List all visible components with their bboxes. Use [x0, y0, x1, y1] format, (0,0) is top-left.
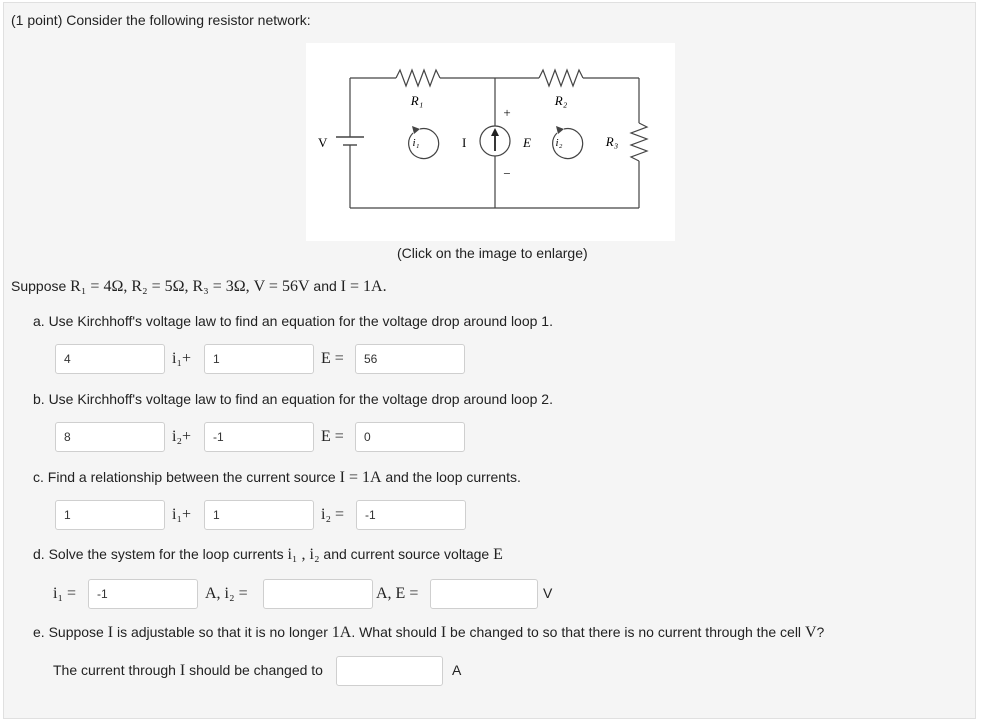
part-e-m4: V — [804, 624, 817, 641]
part-a-rhs-input[interactable]: 56 — [355, 344, 465, 374]
part-c-coef2-input[interactable]: 1 — [204, 500, 314, 530]
part-b-question: b. Use Kirchhoff's voltage law to find an equation for the voltage drop around loop 2. — [33, 391, 553, 407]
loop-1-arrowhead — [412, 126, 420, 134]
part-e-answer-pre: The current through — [53, 662, 176, 678]
part-e-q4: be changed to so that there is no current through the cell — [450, 624, 802, 640]
part-e-m3: I — [440, 624, 447, 641]
part-c-question-pre: c. Find a relationship between the current source — [33, 469, 336, 485]
part-a-coef2-input[interactable]: 1 — [204, 344, 314, 374]
part-b-var1: i₂+ — [172, 428, 192, 445]
part-c-coef1-input[interactable]: 1 — [55, 500, 165, 530]
part-b-rhs-input[interactable]: 0 — [355, 422, 465, 452]
label-v: V — [318, 135, 328, 150]
resistor-r2 — [539, 70, 583, 86]
part-c-rhs-input[interactable]: -1 — [356, 500, 466, 530]
part-c-question-post: and the loop currents. — [385, 469, 521, 485]
part-c-question — [33, 469, 521, 487]
part-e-answer-input[interactable] — [336, 656, 443, 686]
part-d-question — [33, 546, 503, 564]
label-minus: − — [503, 166, 511, 181]
part-d-e-input[interactable] — [430, 579, 538, 609]
enlarge-caption[interactable]: (Click on the image to enlarge) — [397, 245, 588, 261]
part-e-question — [33, 624, 824, 642]
problem-header: (1 point) Consider the following resistor network: — [11, 12, 311, 28]
part-d-question-mid: and current source voltage — [323, 546, 490, 562]
part-b-coef2-input[interactable]: -1 — [204, 422, 314, 452]
part-d-e-label — [376, 585, 418, 603]
part-a-coef1-input[interactable]: 4 — [55, 344, 165, 374]
part-d-question-math: i₁ , i₂ — [287, 546, 320, 563]
part-a-var1: i₁+ — [172, 350, 192, 367]
part-e-answer-post: should be changed to — [189, 662, 323, 678]
part-d-question-pre: d. Solve the system for the loop currents — [33, 546, 284, 562]
label-r2: R₂ — [554, 93, 568, 108]
label-i: I — [462, 135, 467, 150]
given-and: and — [313, 278, 337, 294]
part-d-i2-label — [205, 585, 248, 603]
given-math: R₁ = 4Ω, R₂ = 5Ω, R₃ = 3Ω, V = 56V — [70, 278, 310, 295]
circuit-svg — [306, 43, 675, 241]
part-e-unit-a: A — [452, 662, 462, 678]
label-plus: + — [503, 105, 511, 120]
part-c-var1: i₁+ — [172, 506, 192, 523]
label-e: E — [523, 135, 531, 150]
part-e-q1: e. Suppose — [33, 624, 104, 640]
part-d-e-label-text: A, E = — [376, 585, 419, 602]
part-d-i2-label-text: A, i₂ = — [205, 585, 248, 602]
circuit-diagram[interactable] — [306, 43, 675, 241]
part-c-question-math: I = 1A — [339, 469, 382, 486]
part-e-m1: I — [107, 624, 114, 641]
part-e-m2: 1A — [331, 624, 352, 641]
loop-2-arrowhead — [556, 126, 564, 134]
part-c-rhs-label: i₂ = — [321, 506, 345, 523]
resistor-r3 — [631, 123, 647, 161]
current-source-arrow-head — [491, 128, 499, 136]
part-e-q3: . What should — [351, 624, 437, 640]
part-d-question-math2: E — [493, 546, 503, 563]
part-a-rhs-label: E = — [321, 350, 344, 367]
label-r3: R₃ — [605, 134, 619, 149]
part-e-answer-prompt — [53, 662, 323, 680]
part-e-q5: ? — [816, 624, 825, 640]
part-d-i1-label: i₁ = — [53, 585, 77, 602]
label-i1: i₁ — [412, 137, 420, 149]
label-r1: R₁ — [410, 93, 424, 108]
given-values — [11, 278, 387, 296]
part-b-rhs-label: E = — [321, 428, 344, 445]
part-d-unit-v: V — [543, 585, 553, 601]
part-a-question: a. Use Kirchhoff's voltage law to find an equation for the voltage drop around loop 1. — [33, 313, 553, 329]
part-d-i2-input[interactable] — [263, 579, 373, 609]
given-prefix: Suppose — [11, 278, 67, 294]
part-e-q2: is adjustable so that it is no longer — [116, 624, 328, 640]
given-math2: I = 1A. — [340, 278, 387, 295]
label-i2: i₂ — [555, 137, 563, 149]
part-b-coef1-input[interactable]: 8 — [55, 422, 165, 452]
part-e-answer-math: I — [179, 662, 186, 679]
resistor-r1 — [396, 70, 440, 86]
part-d-i1-input[interactable]: -1 — [88, 579, 198, 609]
